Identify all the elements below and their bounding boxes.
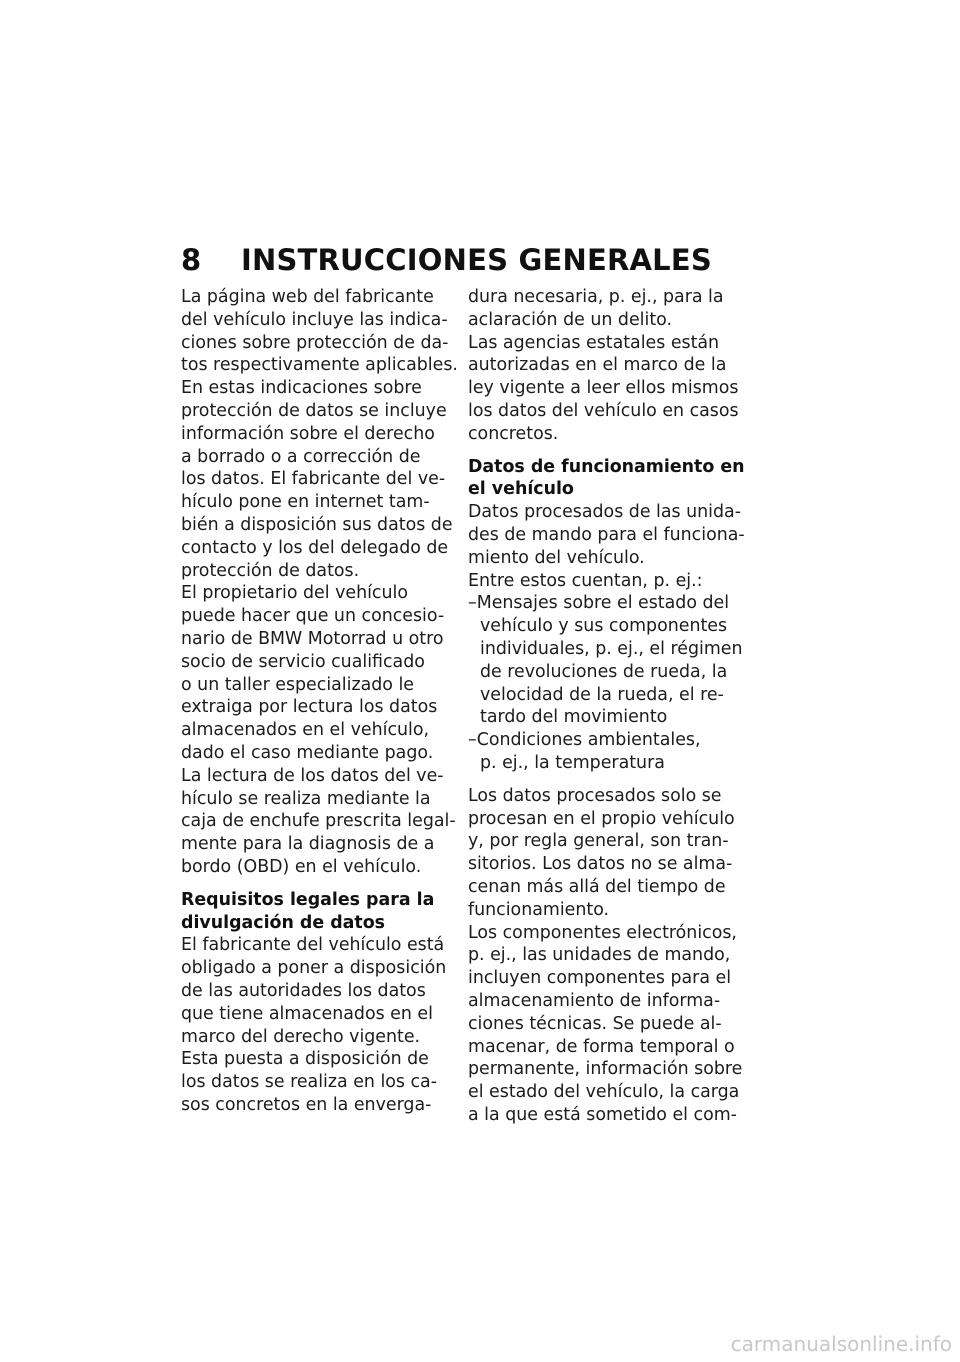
body-text-line: dado el caso mediante pago.	[181, 742, 434, 763]
body-text-line: almacenamiento de informa-	[468, 990, 721, 1011]
body-text-line: –Condiciones ambientales,	[468, 730, 701, 751]
body-text-line: los datos se realiza en los ca-	[181, 1072, 437, 1093]
body-text-line: El fabricante del vehículo está	[181, 935, 445, 956]
body-text-line: sos concretos en la enverga-	[181, 1094, 432, 1115]
body-text-line: nario de BMW Motorrad u otro	[181, 628, 444, 649]
body-text-line: bién a disposición sus datos de	[181, 514, 453, 535]
body-text-line: autorizadas en el marco de la	[468, 355, 727, 376]
section-heading-line: Requisitos legales para la	[181, 889, 435, 910]
body-text-line: funcionamiento.	[468, 899, 610, 920]
body-text-line: aclaración de un delito.	[468, 309, 673, 330]
body-text-line: procesan en el propio vehículo	[468, 808, 735, 829]
body-text-line: –Mensajes sobre el estado del	[468, 593, 730, 614]
body-text-line: vehículo y sus componentes	[480, 616, 728, 637]
chapter-number: 8	[181, 243, 202, 277]
body-text-line: des de mando para el funciona-	[468, 524, 745, 545]
body-text-line: macenar, de forma temporal o	[468, 1036, 735, 1057]
paragraph-gap	[181, 879, 471, 889]
body-text-line: tardo del movimiento	[480, 707, 668, 728]
body-text-line: incluyen componentes para el	[468, 968, 732, 989]
body-text-line: p. ej., la temperatura	[480, 752, 665, 773]
body-text-line: o un taller especializado le	[181, 674, 414, 695]
body-text-line: Esta puesta a disposición de	[181, 1049, 429, 1070]
body-text-line: bordo (OBD) en el vehículo.	[181, 856, 422, 877]
body-text-line: ciones técnicas. Se puede al-	[468, 1013, 722, 1034]
body-text-line: a borrado o a corrección de	[181, 446, 421, 467]
body-text-line: puede hacer que un concesio-	[181, 606, 445, 627]
body-text-line: que tiene almacenados en el	[181, 1003, 433, 1024]
body-text-line: protección de datos.	[181, 560, 360, 581]
right-text-column	[468, 286, 758, 1127]
body-text-line: permanente, información sobre	[468, 1059, 743, 1080]
body-text-line: marco del derecho vigente.	[181, 1026, 421, 1047]
body-text-line: de las autoridades los datos	[181, 980, 426, 1001]
watermark: carmanualsonline.info	[730, 1332, 952, 1356]
body-text-line: En estas indicaciones sobre	[181, 378, 422, 399]
body-text-line: hículo pone en internet tam-	[181, 492, 430, 513]
body-text-line: mente para la diagnosis de a	[181, 834, 435, 855]
body-text-line: sitorios. Los datos no se alma-	[468, 854, 733, 875]
section-heading-line: el vehículo	[468, 479, 574, 500]
chapter-heading	[181, 240, 712, 280]
section-heading-line: Datos de funcionamiento en	[468, 456, 745, 477]
body-text-line: La página web del fabricante	[181, 287, 434, 307]
body-text-line: información sobre el derecho	[181, 423, 435, 444]
body-text-line: Entre estos cuentan, p. ej.:	[468, 570, 703, 591]
body-text-line: socio de servicio cualificado	[181, 651, 425, 672]
body-text-line: La lectura de los datos del ve-	[181, 765, 444, 786]
body-text-line: a la que está sometido el com-	[468, 1104, 737, 1125]
body-text-line: caja de enchufe prescrita legal-	[181, 811, 456, 832]
body-text-line: obligado a poner a disposición	[181, 958, 447, 979]
body-text-line: los datos del vehículo en casos	[468, 400, 739, 421]
body-text-line: Los datos procesados solo se	[468, 785, 722, 806]
body-text-line: velocidad de la rueda, el re-	[480, 684, 724, 705]
body-text-line: y, por regla general, son tran-	[468, 831, 729, 852]
body-text-line: Datos procesados de las unida-	[468, 502, 741, 523]
body-text-line: contacto y los del delegado de	[181, 537, 449, 558]
body-text-line: el estado del vehículo, la carga	[468, 1082, 740, 1103]
paragraph-gap	[468, 775, 758, 785]
section-heading-line: divulgación de datos	[181, 912, 386, 933]
body-text-line: tos respectivamente aplicables.	[181, 355, 458, 376]
body-text-line: ciones sobre protección de da-	[181, 332, 449, 353]
body-text-line: los datos. El fabricante del ve-	[181, 469, 446, 490]
chapter-title: INSTRUCCIONES GENERALES	[241, 243, 712, 277]
body-text-line: cenan más allá del tiempo de	[468, 876, 726, 897]
body-text-line: ley vigente a leer ellos mismos	[468, 378, 739, 399]
paragraph-gap	[468, 446, 758, 456]
body-text-line: almacenados en el vehículo,	[181, 720, 430, 741]
body-text-line: concretos.	[468, 423, 559, 444]
body-text-line: p. ej., las unidades de mando,	[468, 945, 731, 966]
body-text-line: hículo se realiza mediante la	[181, 788, 431, 809]
body-text-line: individuales, p. ej., el régimen	[480, 638, 743, 659]
body-text-line: miento del vehículo.	[468, 547, 645, 568]
body-text-line: de revoluciones de rueda, la	[480, 661, 728, 682]
body-text-line: protección de datos se incluye	[181, 400, 447, 421]
left-text-column	[181, 286, 471, 1117]
body-text-line: del vehículo incluye las indica-	[181, 309, 448, 330]
body-text-line: Los componentes electrónicos,	[468, 922, 737, 943]
body-text-line: Las agencias estatales están	[468, 332, 720, 353]
body-text-line: extraiga por lectura los datos	[181, 697, 438, 718]
body-text-line: El propietario del vehículo	[181, 583, 408, 604]
body-text-line: dura necesaria, p. ej., para la	[468, 287, 724, 307]
